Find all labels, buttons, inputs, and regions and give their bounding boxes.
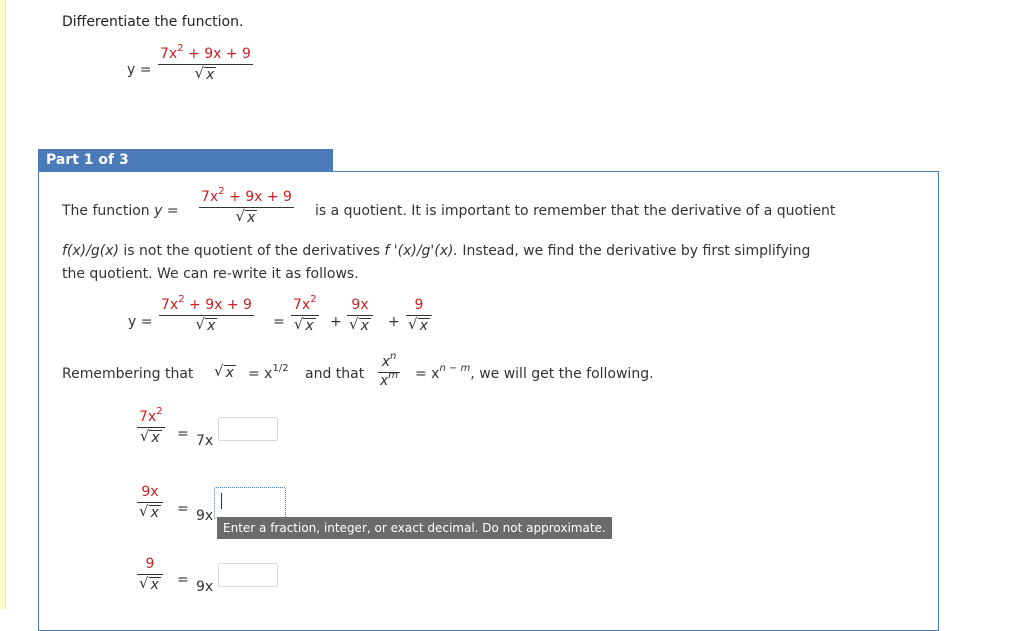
remember-power: = $x^{1/2}$: [248, 363, 289, 382]
remember-and: and that: [305, 366, 365, 382]
answer3-prefix: 9x: [196, 579, 214, 595]
input-hint-tooltip: Enter a fraction, integer, or exact decimal. Do not approximate.: [217, 517, 612, 539]
answer1-fraction: $7x^2$ √ x: [139, 406, 163, 446]
quotient-rule-rhs: = $x^{n - m}$, we will get the following.: [415, 363, 654, 382]
intro-suffix: is a quotient. It is important to remember that the derivative of a quotient: [315, 203, 836, 219]
answer3-exponent-input[interactable]: [218, 563, 278, 587]
rewrite-equals: =: [273, 314, 285, 330]
rewrite-y-equals: y =: [128, 314, 153, 330]
rewrite-note: the quotient. We can re-write it as follows.: [62, 266, 359, 282]
rewrite-term1: $7x^2$ √ x: [293, 294, 317, 334]
intro-prefix: The function y =: [62, 203, 179, 219]
quotient-warning: f(x)/g(x) is not the quotient of the derivatives f '(x)/g'(x). Instead, we find the derivative by first simplifying: [62, 243, 811, 259]
rewrite-fraction: $7x^2 + 9x + 9$ √ x: [161, 294, 252, 334]
answer2-fraction: 9x √ x: [137, 485, 163, 521]
answer1-prefix: 7x: [196, 433, 214, 449]
problem-y-equals: y =: [127, 62, 152, 78]
problem-instruction: Differentiate the function.: [62, 14, 244, 30]
problem-denominator-sqrt: √ x: [194, 63, 215, 83]
quotient-rule-fraction: $x^n$ $x^m$: [380, 351, 399, 389]
text-cursor: [221, 493, 222, 509]
remember-sqrt: √ x: [214, 362, 234, 381]
problem-numerator: $7x^2 + 9x + 9$: [160, 43, 251, 62]
left-margin-bar: [0, 0, 6, 609]
rewrite-term2: 9x √ x: [347, 298, 373, 334]
answer2-prefix: 9x: [196, 508, 214, 524]
intro-fraction: $7x^2 + 9x + 9$ √ x: [201, 186, 292, 226]
part-panel: [38, 171, 939, 631]
answer1-exponent-input[interactable]: [218, 417, 278, 441]
rewrite-term3: 9 √ x: [406, 298, 432, 334]
answer2-equals: =: [177, 501, 189, 517]
answer3-equals: =: [177, 572, 189, 588]
answer3-fraction: 9 √ x: [137, 557, 163, 593]
part-tab: Part 1 of 3: [38, 149, 333, 171]
rewrite-plus-1: +: [330, 314, 342, 330]
answer2-exponent-input[interactable]: [214, 487, 286, 519]
remember-prefix: Remembering that: [62, 366, 194, 382]
problem-fraction: [158, 43, 253, 83]
rewrite-plus-2: +: [388, 314, 400, 330]
answer1-equals: =: [177, 426, 189, 442]
